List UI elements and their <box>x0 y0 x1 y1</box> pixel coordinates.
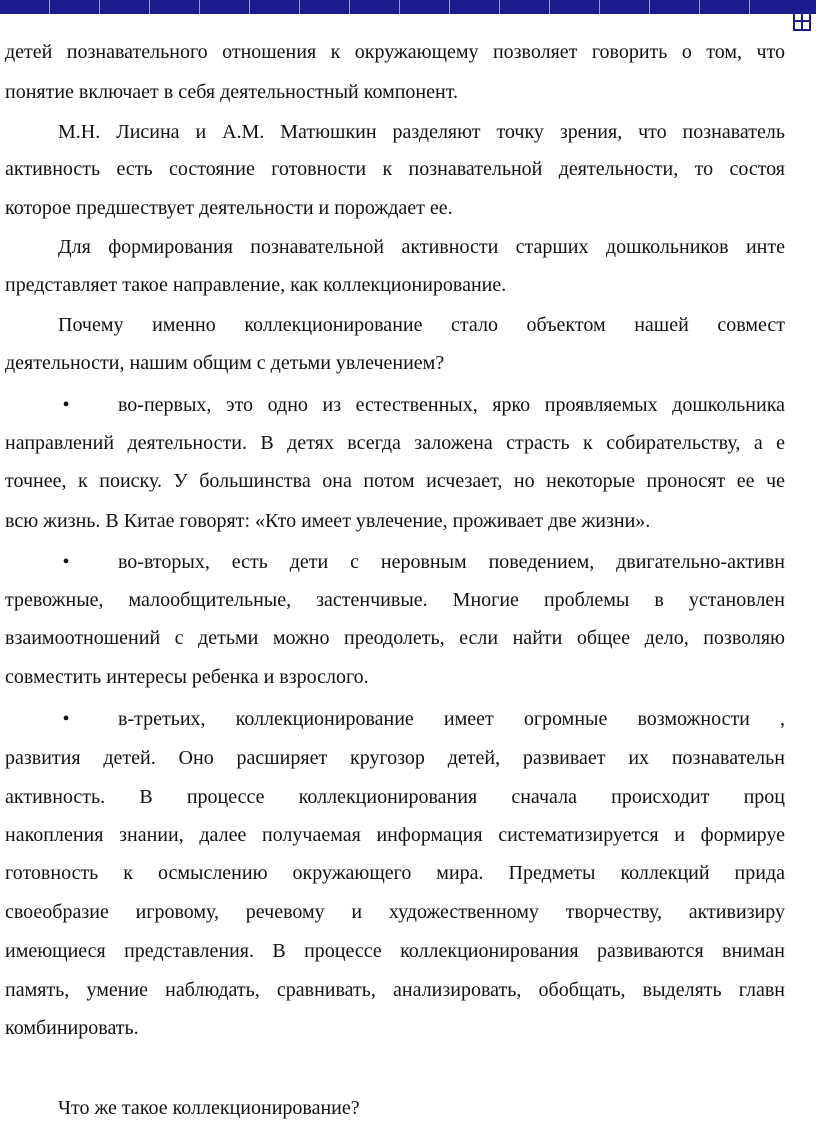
bullet-marker: • <box>62 551 70 573</box>
text-line: во-первых, это одно из естественных, ярко проявляемых дошкольника <box>118 394 785 416</box>
bullet-marker: • <box>62 394 70 416</box>
bullet-marker: • <box>62 708 70 730</box>
table-corner-icon[interactable] <box>788 0 816 36</box>
text-line: взаимоотношений с детьми можно преодолеть, если найти общее дело, позволяю <box>5 627 785 649</box>
text-line: комбинировать. <box>5 1017 139 1039</box>
text-line: развития детей. Оно расширяет кругозор детей, развивает их познавательн <box>5 747 785 769</box>
text-line: тревожные, малообщительные, застенчивые. Многие проблемы в установлен <box>5 589 785 611</box>
text-line: имеющиеся представления. В процессе коллекционирования развиваются вниман <box>5 940 785 962</box>
text-line: всю жизнь. В Китае говорят: «Кто имеет увлечение, проживает две жизни». <box>5 510 651 532</box>
text-line: активность. В процессе коллекционирования сначала происходит проц <box>5 786 785 808</box>
text-line: готовность к осмыслению окружающего мира. Предметы коллекций прида <box>5 862 785 884</box>
text-line: М.Н. Лисина и А.М. Матюшкин разделяют точку зрения, что познаватель <box>58 121 785 143</box>
text-line: совместить интересы ребенка и взрослого. <box>5 666 369 688</box>
text-line: детей познавательного отношения к окружающему позволяет говорить о том, что <box>5 41 785 63</box>
text-line: деятельности, нашим общим с детьми увлечением? <box>5 352 445 374</box>
text-line: память, умение наблюдать, сравнивать, анализировать, обобщать, выделять главн <box>5 979 785 1001</box>
text-line: накопления знании, далее получаемая информация систематизируется и формируе <box>5 824 785 846</box>
text-line: во-вторых, есть дети с неровным поведением, двигательно-активн <box>118 551 785 573</box>
text-line: Почему именно коллекционирование стало объектом нашей совмест <box>58 314 785 336</box>
ruler-ticks <box>0 0 790 14</box>
page-top-border <box>0 0 816 14</box>
text-line: Для формирования познавательной активности старших дошкольников инте <box>58 236 785 258</box>
text-line: направлений деятельности. В детях всегда заложена страсть к собирательству, а е <box>5 432 785 454</box>
text-line: представляет такое направление, как коллекционирование. <box>5 274 507 296</box>
text-line: активность есть состояние готовности к познавательной деятельности, то состоя <box>5 158 785 180</box>
text-line: точнее, к поиску. У большинства она потом исчезает, но некоторые проносят ее че <box>5 470 785 492</box>
text-line: в-третьих, коллекционирование имеет огромные возможности , <box>118 708 785 730</box>
text-line: Что же такое коллекционирование? <box>58 1097 360 1119</box>
text-line: которое предшествует деятельности и порождает ее. <box>5 197 453 219</box>
text-line: своеобразие игровому, речевому и художественному творчеству, активизиру <box>5 901 785 923</box>
text-line: понятие включает в себя деятельностный компонент. <box>5 81 458 103</box>
